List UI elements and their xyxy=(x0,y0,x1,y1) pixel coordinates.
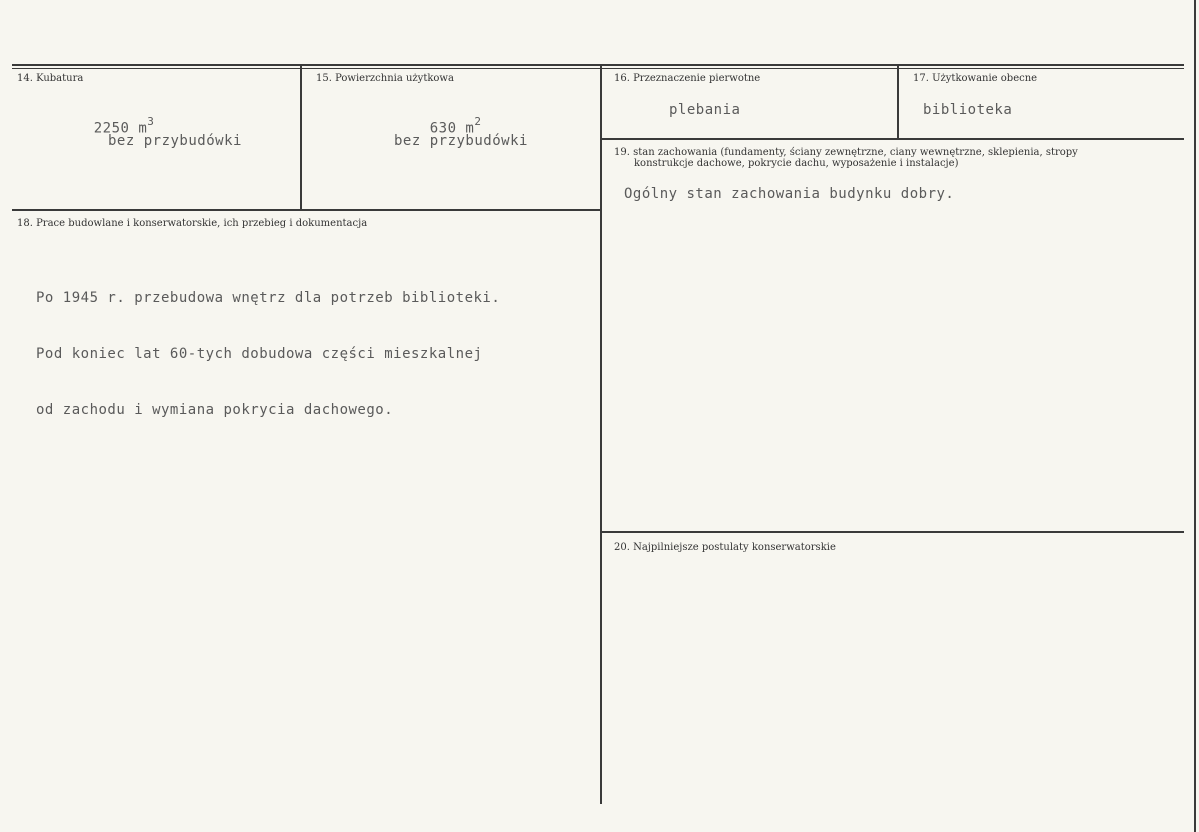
field-15-label: 15. Powierzchnia użytkowa xyxy=(316,73,454,84)
field-14-number: 2250 m xyxy=(93,120,148,137)
field-19-label xyxy=(614,147,1114,169)
divider-16-17 xyxy=(897,66,899,138)
field-18-text xyxy=(36,248,500,460)
field-19-value: Ogólny stan zachowania budynku dobry. xyxy=(624,186,955,202)
field-16-value: plebania xyxy=(669,102,741,118)
field-20-label: 20. Najpilniejsze postulaty konserwatorskie xyxy=(614,542,836,553)
field-18-label: 18. Prace budowlane i konserwatorskie, ich przebieg i dokumentacja xyxy=(17,218,368,229)
field-16-label: 16. Przeznaczenie pierwotne xyxy=(614,73,761,84)
card-right-edge xyxy=(1194,0,1196,832)
rule-under-14-15 xyxy=(12,209,600,211)
divider-14-15 xyxy=(300,66,302,209)
rule-under-16-17 xyxy=(601,138,1184,140)
field-17-value: biblioteka xyxy=(923,102,1013,118)
field-18-line: od zachodu i wymiana pokrycia dachowego. xyxy=(36,402,394,418)
field-19-label-line1: 19. stan zachowania (fundamenty, ściany zewnętrzne, ciany wewnętrzne, sklepienia, stropy xyxy=(614,147,1078,158)
rule-under-19 xyxy=(601,531,1184,533)
field-18-line: Po 1945 r. przebudowa wnętrz dla potrzeb biblioteki. xyxy=(36,290,501,306)
divider-center xyxy=(600,66,602,804)
field-15-note: bez przybudówki xyxy=(394,133,528,149)
top-rule xyxy=(12,64,1184,66)
field-15-superscript: 2 xyxy=(474,115,482,128)
field-17-label: 17. Użytkowanie obecne xyxy=(913,73,1038,84)
field-15-number: 630 m xyxy=(429,120,475,137)
field-14-label: 14. Kubatura xyxy=(17,73,84,84)
field-14-superscript: 3 xyxy=(147,115,155,128)
top-rule-secondary xyxy=(12,68,1184,69)
field-18-line: Pod koniec lat 60-tych dobudowa części mieszkalnej xyxy=(36,346,483,362)
field-14-note: bez przybudówki xyxy=(108,133,242,149)
field-19-label-line2: konstrukcje dachowe, pokrycie dachu, wyposażenie i instalacje) xyxy=(634,158,959,169)
